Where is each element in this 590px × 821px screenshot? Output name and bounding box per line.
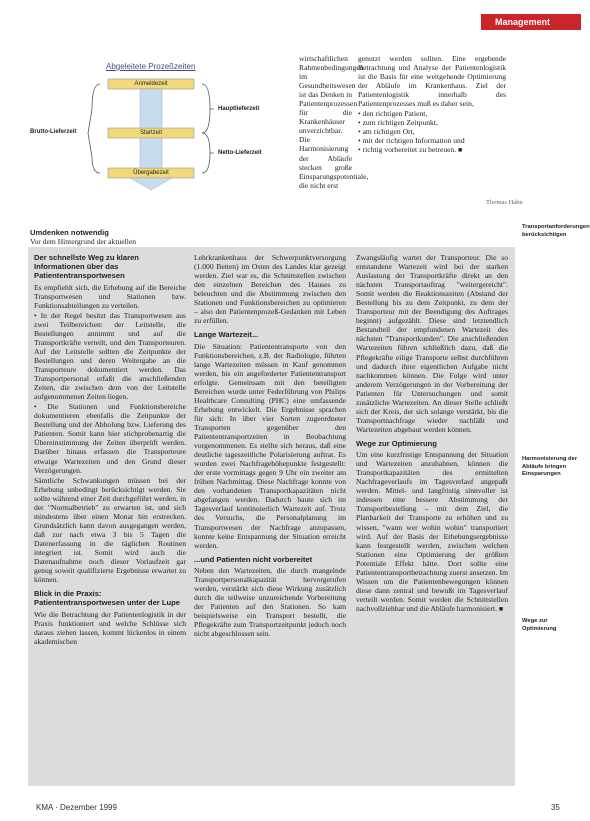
process-diagram — [30, 54, 298, 224]
label-uebergabezeit: Übergabezeit — [133, 170, 169, 176]
goal-item: • den richtigen Patient, — [358, 109, 506, 118]
top-column-2-lead: genutzt werden sollten. Eine ergebende Betrachtung und Analyse der Patientenlogistik ist die Basis für eine weitgehende Optimierung der Abläufe im Krankenhaus. Ziel der Patientenlogistik innerhalb des Patientenprozesses muß es daher sein, — [358, 54, 506, 109]
diagram-title: Abgeleitete Prozeßzeiten — [106, 62, 196, 71]
sidenote-harmonisierung: Harmonisierung der Abläufe bringen Einsparungen — [522, 456, 578, 478]
page-number: 35 — [551, 803, 560, 812]
box-heading: Der schnellste Weg zu klaren Informationen über das Patiententransportwesen — [34, 253, 139, 281]
box-heading: Lange Wartezeit... — [194, 330, 259, 340]
box-heading: Wege zur Optimierung — [356, 438, 437, 448]
box-heading: ...und Patienten nicht vorbereitet — [194, 554, 313, 564]
box-paragraph: Zwangsläufig wartet der Transporteur. Die so entstandene Wartezeit wird bei der starken Auslastung der Transportkräfte direkt an den nächsten Transportauftrag "weitergereicht". Somit werden die Reaktionszeiten (Abstand der Bestellung bis zu dem Zeitpunkt, zu dem der Transporteur mit der Beendigung des Auftrages beginnt) aufgezählt. Diese sind letztendlich Bestandteil der empfundenen Wartezeit des nächsten "Transportkunden". Die anschließenden Wartezeiten führen schließlich dazu, daß die Pflegekräfte eilige Transporte selbst durchführen und dadurch ihrer eigentlichen Aufgabe nicht nachkommen können. Die Folge wird unter anderem Verzögerungen in der Vorbereitung der Patienten für Untersuchungen und somit zusätzliche Wartezeiten. An dieser Stelle schließt sich der Kreis, der sich solange verstärkt, bis die Transportnachfrage wieder nachläßt und Wartezeiten abgebaut werden können. — [356, 253, 508, 434]
goal-item: • am richtigen Ort, — [358, 127, 506, 136]
box-column-1 — [34, 253, 186, 783]
goal-item: • zum richtigen Zeitpunkt, — [358, 118, 506, 127]
box-paragraph: • Die Stationen und Funktionsbereiche dokumentieren ebenfalls die Zeitpunkte der Bestellung und der Abholung bzw. Lieferung des Patienten. Somit kann hier stichprobenartig die Übereinstimmung der Zeiten überprüft werden. Darüber hinaus erfassen die Transporteure etwaige Wartezeiten und den Grund dieser Verzögerungen. — [34, 402, 186, 475]
label-startzeit: Startzeit — [139, 130, 162, 136]
box-paragraph: Wie die Betrachtung der Patientenlogistik in der Praxis funktioniert und welche Schlüsse sich daraus ziehen lassen, kommt lückenlos in einem akademischen — [34, 609, 186, 646]
box-column-2 — [194, 253, 346, 783]
goal-item: • mit der richtigen Information und — [358, 136, 506, 145]
box-column-3 — [356, 253, 508, 783]
label-anmeldezeit: Anmeldezeit — [134, 81, 168, 87]
box-paragraph: Es empfiehlt sich, die Erhebung auf die Bereiche Transportwesen und Stationen bzw. Funktionsabteilungen zu verteilen. — [34, 282, 186, 310]
box-paragraph: Die Situation: Patiententransporte von den Funktionsbereichen, z.B. der Radiologie, führten lange Wartezeiten müssen in Kauf genommen werden, bis ein angeforderter Patiententransport erfolgte. Gemeinsam mit den beteiligten Bereichen wurde unter Federführung von Philips Healthcare Consulting (PHC) eine umfassende Erhebung entwickelt. Die Ergebnisse sprachen für sich: In über vier Sorten zugeordneter Transporten gegenüber den Patiententransportzeiten in Beobachtung vorgenommenen. Es stellte sich heraus, daß eine deutliche tageszeitliche Polarisierung auftrat. Es wurden zwei Nachfragehöhepunkte festgestellt: der erste vormittags gegen 9 Uhr ein zweiter am frühen Nachmittag. Diese Nachfrage konnte von den vorhandenen Transportkapazitäten nicht abgefangen werden. Dadurch baute sich im Tagesverlauf kontinuierlich Wartezeit auf. Trotz des Versuchs, die Personalplanung im Transportwesen der Nachfrage anzupassen, konnte keine Entspannung der Situation erreicht werden. — [194, 341, 346, 550]
box-paragraph: • In der Regel besitzt das Transportwesen aus zwei Teilbereichen: der Leitstelle, die Bestellungen annimmt und auf die Transportkräfte verteilt, und den Transporteuren. Auf der Leitstelle sollten die Zeitpunkte der Bestellungen und deren Weitergabe an die Transporteure dokumentiert werden. Das Transportpersonal erfaßt die anschließenden Zeiten, die zwischen dem von der Leitstelle aufgenommenen Zeiten liegen. — [34, 310, 186, 402]
top-column-2 — [358, 54, 506, 189]
sidenote-transport: Transportanforderungen berücksichtigen — [522, 224, 590, 238]
footer-publication: KMA · Dezember 1999 — [36, 803, 117, 812]
box-paragraph: Lehrkrankenhaus der Schwerpunktversorgung (1.000 Betten) im Osten des Landes klar gezeigt werden. Ziel war es, die Schnittstellen zwischen den einzelnen Bereichen des Hauses zu beleuchten und die Abstimmung zwischen den Stationen und Funktionsbereichen zu optimieren – also den Patientenprozeß-Gedanken mit Leben zu erfüllen. — [194, 253, 346, 326]
box-paragraph: Um eine kurzfristige Entspannung der Situation und Wartezeiten anzubahnen, können die Transportkapazitäten des ermittelten Nachfrageverlaufs im Tagesverlauf angepaßt werden. Mittel- und langfristig sinnvoller ist indessen eine bessere Abstimmung der Transportbestellung – mit dem Ziel, die Planbarkeit der Transporte zu erhöhen und zu wissen, "wann wer wohin wohin" transportiert wird. Auf der Basis der Erhebungsergebnisse kann festgestellt werden, zwischen welchen Stationen eine Optimierung der größten Potentiale Effekt hätte. Dort sollte eine Patiententransportbetrachtung zuerst ansetzen. Im Wissen um die Patientenbewegungen können diese dann zentral und bewußt im Tagesverlauf verteilt werden. Somit werden die Schnittstellen nachvollziehbar und die Abläufe harmonisiert. ■ — [356, 450, 508, 614]
section-tag: Management — [481, 14, 581, 30]
figure-caption — [30, 228, 296, 246]
label-hauptlieferzeit: Hauptlieferzeit — [218, 106, 260, 112]
top-column-1-text: wirtschaftlichen Rahmenbedingungen im Gesundheitswesen ist das Denken in Patientenprozessen für die Krankenhäuser unverzichtbar. Die Harmonisierung der Abläufe stecken große Einsparungspotentiale, die nicht erst — [299, 54, 369, 190]
top-column-1 — [299, 54, 369, 244]
label-netto: Netto-Lieferzeit — [218, 150, 262, 156]
goal-list — [358, 109, 506, 155]
sidenote-optimierung: Wege zur Optimierung — [522, 618, 557, 632]
goal-item: • richtig vorbereitet zu betreuen. ■ — [358, 145, 506, 155]
box-paragraph: Neben den Wartezeiten, die durch mangelnde Transportpersonalkapazität hervorgerufen werden, verstärkt sich diese Wirkung zusätzlich durch die teilweise unzureichende Vorbereitung der Patienten auf den Stationen. So kam beispielsweise ein Transport bestellt, die Pflegekräfte zum Transportzeitpunkt jedoch noch nicht abgeschlossen sein. — [194, 565, 346, 639]
label-brutto: Brutto-Lieferzeit — [30, 129, 77, 135]
caption-text: Vor dem Hintergrund der aktuellen — [30, 237, 137, 247]
author-byline: Thomas Hahn — [486, 199, 523, 206]
caption-title: Umdenken notwendig — [30, 228, 109, 237]
box-paragraph: Sämtliche Schwankungen müssen bei der Erhebung unbedingt berücksichtigt werden. Sie sollte während einer Zeit durchgeführt werden, in der "Normalbetrieb" zu erwarten ist, und sich mindestens über einen Monat hin erstrecken. Grundsätzlich kann davon ausgegangen werden, daß zur nach etwa 3 bis 5 Tagen die Datenerfassung in die täglichen Routinen integriert ist. Somit wird auch die Datenaufnahme noch dieser Vorlaufzeit gar genug soweit qualifizierte Ergebnisse erwartet zu können. — [34, 475, 186, 585]
box-heading: Blick in die Praxis: Patiententransportwesen unter der Lupe — [34, 589, 180, 608]
